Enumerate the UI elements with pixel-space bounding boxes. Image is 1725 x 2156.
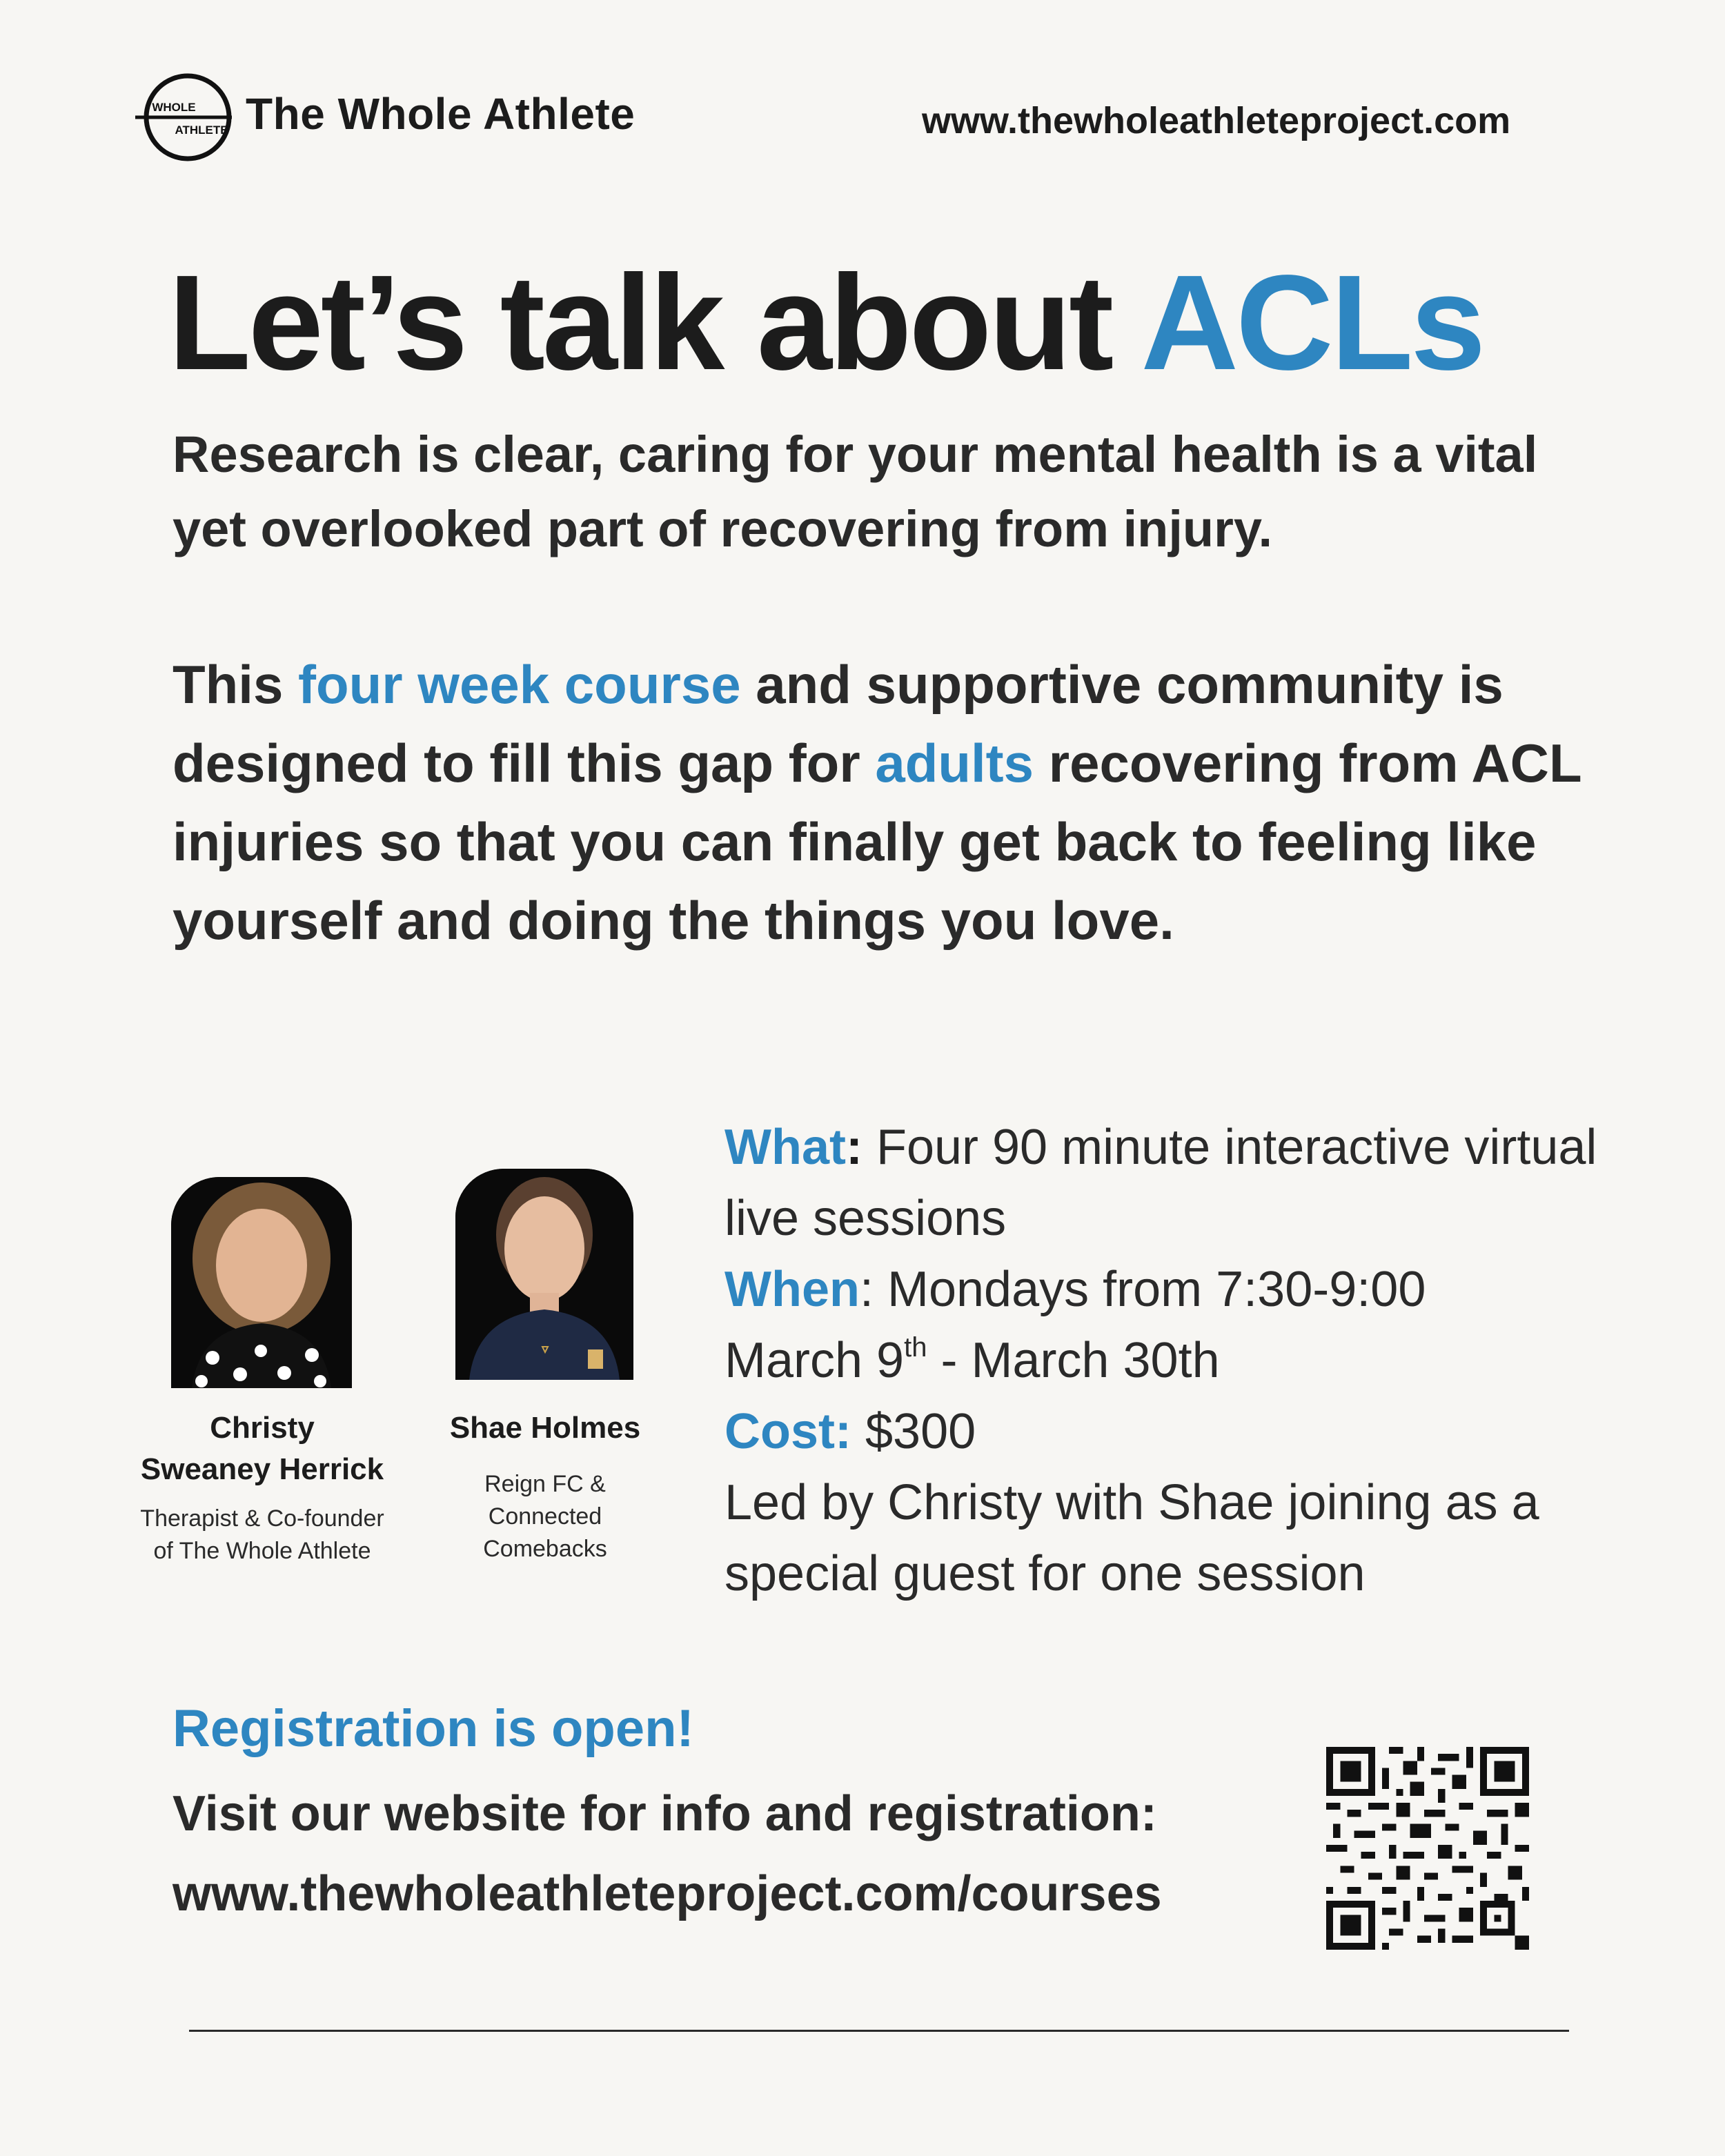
what-label: What [724,1120,846,1175]
person-name-shae: Shae Holmes [449,1411,641,1445]
registration-link[interactable]: www.thewholeathleteproject.com/courses [172,1866,1162,1921]
dates-end: - March 30th [927,1333,1220,1388]
shae-role-line1: Reign FC & [484,1471,606,1497]
shae-role-line2: Connected [488,1503,602,1530]
body-part1: This [172,654,299,715]
dates-sup: th [904,1332,927,1363]
person-role-christy [117,1503,407,1567]
registration-instruction: Visit our website for info and registration: [172,1786,1157,1841]
christy-name-line2: Sweaney Herrick [140,1452,384,1486]
header-website-link[interactable]: www.thewholeathleteproject.com [922,100,1511,141]
dates-start: March 9 [724,1333,905,1388]
shae-portrait-icon [455,1169,633,1380]
cost-value: $300 [851,1404,976,1459]
christy-photo [171,1177,352,1388]
title-highlight: ACLs [1141,247,1483,398]
detail-what: What: Four 90 minute interactive virtual live sessions [724,1120,1597,1246]
cost-label: Cost: [724,1404,851,1459]
body-part2: and supportive community is designed to fill this gap for [172,654,1504,793]
christy-name-line1: Christy [210,1411,315,1445]
body-paragraph [172,645,1594,960]
what-value: Four 90 minute interactive virtual live sessions [724,1120,1597,1246]
detail-when [724,1254,1608,1325]
when-value: : Mondays from 7:30-9:00 [859,1262,1426,1317]
detail-led-by: Led by Christy with Shae joining as a special guest for one session [724,1475,1539,1601]
detail-cost [724,1396,1608,1467]
person-name-christy [124,1407,400,1490]
qr-code-icon[interactable] [1326,1747,1529,1950]
title-prefix: Let’s talk about [168,247,1141,398]
shae-role-line3: Comebacks [483,1536,607,1562]
christy-portrait-icon [171,1177,352,1388]
when-label: When [724,1262,860,1317]
registration-title: Registration is open! [172,1699,694,1758]
brand-name: The Whole Athlete [246,89,635,139]
body-highlight-course: four week course [298,654,741,715]
person-role-shae [442,1468,649,1565]
body-highlight-adults: adults [875,733,1034,793]
detail-dates [724,1325,1608,1396]
shae-photo [455,1169,633,1380]
whole-athlete-logo-icon [135,72,232,163]
bottom-divider [189,2030,1569,2032]
course-details [724,1112,1608,1610]
logo-text-top: WHOLE [152,101,196,114]
christy-role-line2: of The Whole Athlete [153,1538,371,1564]
body-part3: recovering from ACL injuries so that you can finally get back to feeling like yourself and doing the things you love. [172,733,1581,951]
lead-paragraph: Research is clear, caring for your mental health is a vital yet overlooked part of recovering from injury. [172,426,1538,557]
christy-role-line1: Therapist & Co-founder [140,1505,384,1532]
logo-text-bottom: ATHLETE [175,123,228,137]
page-title [168,248,1483,397]
